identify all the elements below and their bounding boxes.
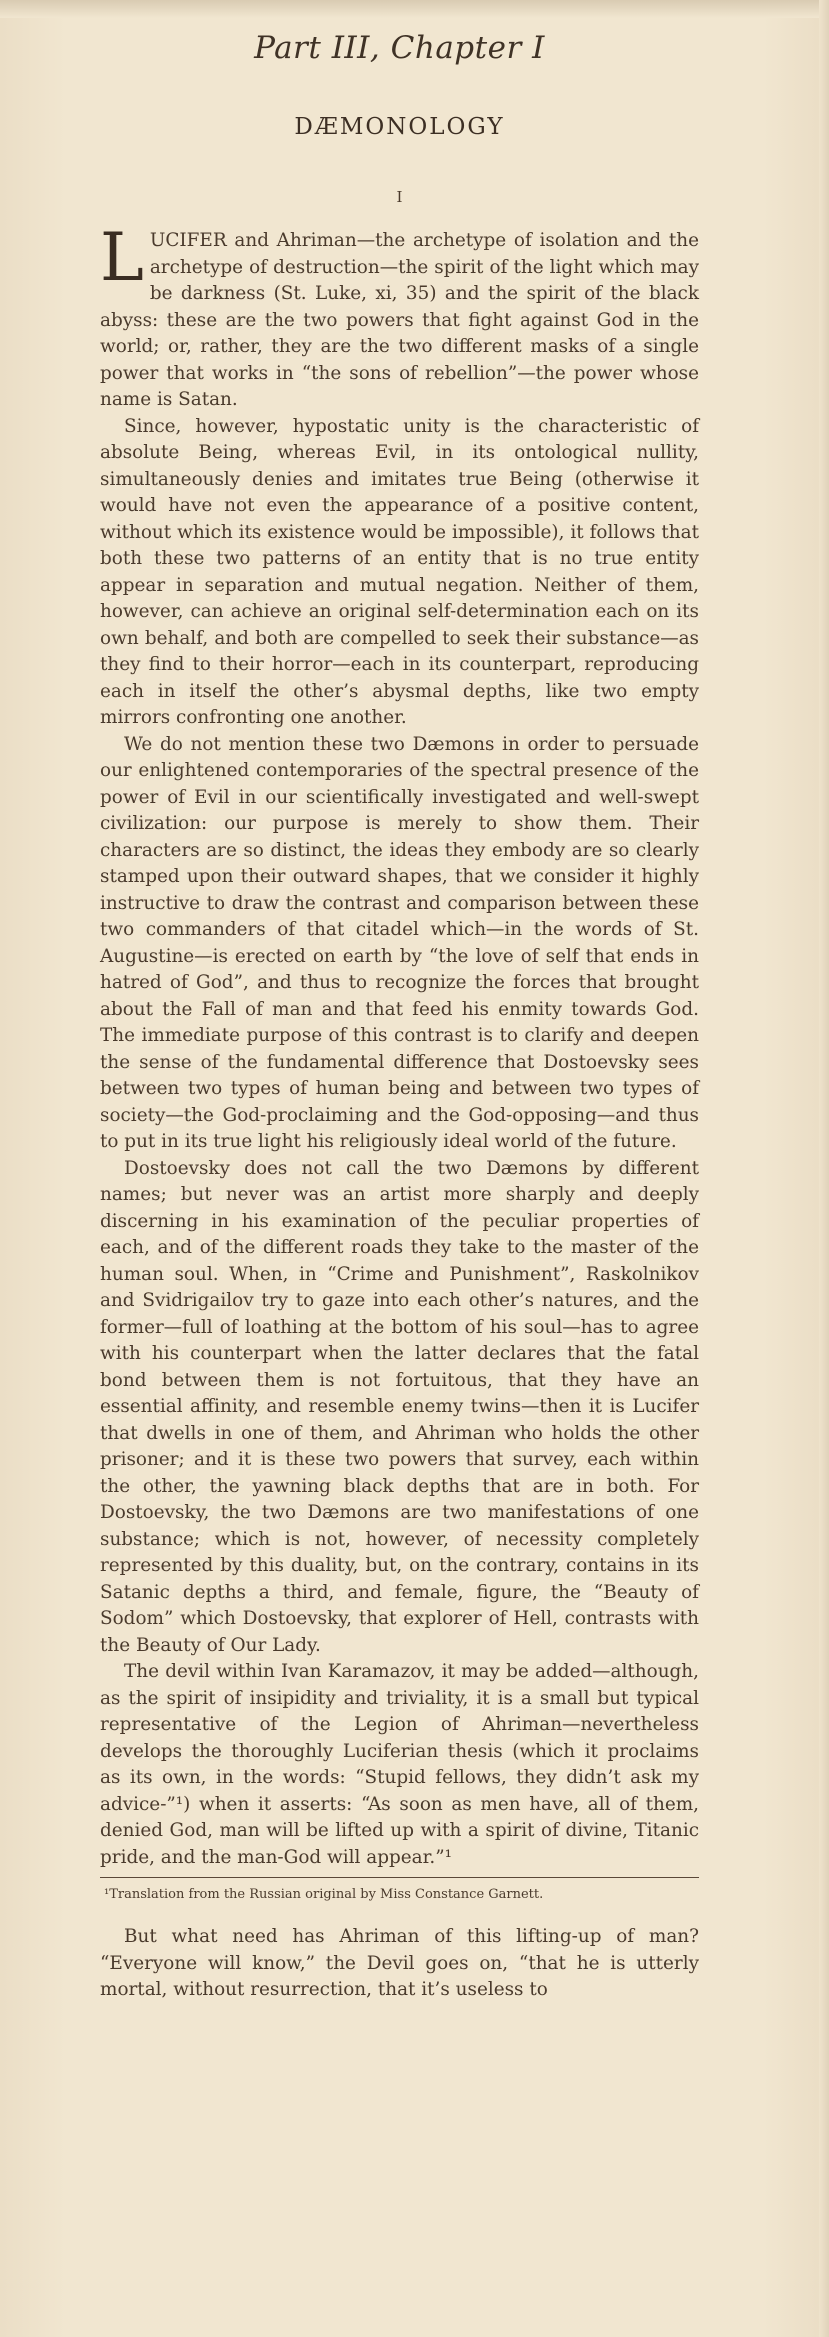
part-header: Part III, Chapter I bbox=[254, 30, 545, 66]
paragraph-5: The devil within Ivan Karamazov, it may be added—although, as the spirit of insipidity and triviality, it is a small but typical representative of the Legion of Ahriman—nevertheless develops the thoroughly Luciferian thesis (which it proclaims as its own, in the words: “Stupid fellows, they didn’t ask my advice-”¹) when it asserts: “As soon as men have, all of them, denied God, man will be lifted up with a spirit of divine, Titanic pride, and the man-God will appear.”¹ bbox=[100, 1661, 699, 1868]
paragraph-1 bbox=[100, 219, 699, 414]
page-right-edge bbox=[819, 0, 829, 2337]
section-number: I bbox=[396, 188, 403, 206]
paragraph-4: Dostoevsky does not call the two Dæmons by different names; but never was an artist more sharply and deeply discerning in his examination of the peculiar properties of each, and of the different roads they take to the master of the human soul. When, in “Crime and Punishment”, Raskolnikov and Svidrigailov try to gaze into each other’s natures, and the former—full of loathing at the bottom of his soul—has to agree with his counterpart when the latter declares that the fatal bond between them is not fortuitous, that they have an essential affinity, and resemble enemy twins—then it is Lucifer that dwells in one of them, and Ahriman who holds the other prisoner; and it is these two powers that survey, each within the other, the yawning black depths that are in both. For Dostoevsky, the two Dæmons are two manifestations of one substance; which is not, however, of necessity completely represented by this duality, but, on the contrary, contains in its Satanic depths a third, and female, figure, the “Beauty of Sodom” which Dostoevsky, that explorer of Hell, contrasts with the Beauty of Our Lady. bbox=[100, 1157, 699, 1656]
paragraph-text: UCIFER and Ahriman—the archetype of isolation and the archetype of destruction—the spirit of the light which may be darkness (St. Luke, xi, 35) and the spirit of the black abyss: these are the two powers that fight against God in the world; or, rather, they are the two different masks of a single power that works in “the sons of rebellion”—the power whose name is Satan. bbox=[100, 230, 699, 410]
body-text bbox=[100, 219, 699, 1871]
paragraph-6: But what need has Ahriman of this lifting-up of man? “Everyone will know,” the Devil goes on, “that he is utterly mortal, without resurrection, that it’s useless to bbox=[100, 1926, 699, 2000]
footnote-rule bbox=[100, 1877, 699, 1878]
paragraph-3: We do not mention these two Dæmons in order to persuade our enlightened contemporaries of the spectral presence of the power of Evil in our scientifically investigated and well-swept civilization: our purpose is merely to show them. Their characters are so distinct, the ideas they embody are so clearly stamped upon their outward shapes, that we consider it highly instructive to draw the contrast and comparison between these two commanders of that citadel which—in the words of St. Augustine—is erected on earth by “the love of self that ends in hatred of God”, and thus to recognize the forces that brought about the Fall of man and that feed his enmity towards God. The immediate purpose of this contrast is to clarify and deepen the sense of the fundamental difference that Dostoevsky sees between two types of human being and between two types of society—the God-proclaiming and the God-opposing—and thus to put in its true light his religiously ideal world of the future. bbox=[100, 733, 699, 1152]
continuation-text bbox=[100, 1924, 699, 2004]
drop-cap: L bbox=[100, 219, 144, 296]
page-top-edge bbox=[0, 0, 829, 18]
chapter-title: DÆMONOLOGY bbox=[294, 114, 505, 140]
footnote: ¹Translation from the Russian original by Miss Constance Garnett. bbox=[104, 1887, 544, 1902]
paragraph-2: Since, however, hypostatic unity is the characteristic of absolute Being, whereas Evil, in its ontological nullity, simultaneously denies and imitates true Being (otherwise it would have not even the appearance of a positive content, without which its existence would be impossible), it follows that both these two patterns of an entity that is no true entity appear in separation and mutual negation. Neither of them, however, can achieve an original self-determination each on its own behalf, and both are compelled to seek their substance—as they find to their horror—each in its counterpart, reproducing each in itself the other’s abysmal depths, like two empty mirrors confronting one another. bbox=[100, 415, 699, 728]
